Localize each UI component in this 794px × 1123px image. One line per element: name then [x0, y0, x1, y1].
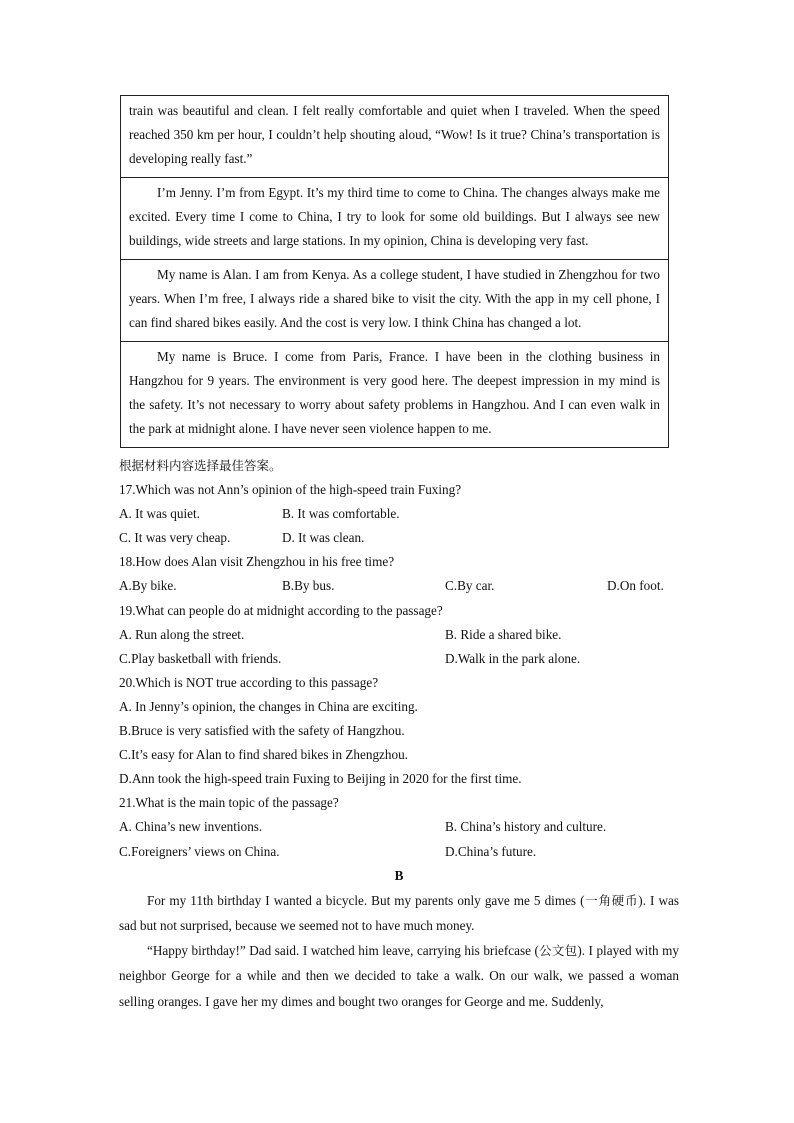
table-cell-ann: train was beautiful and clean. I felt really comfortable and quiet when I traveled. When the speed reached 350 km per hour, I couldn’t help shouting aloud, “Wow! Is it true? China’s transportation is developing really fast.” [129, 103, 660, 166]
p2-cjk-gloss: 公文包 [538, 943, 578, 959]
p2-text-a: “Happy birthday!” Dad said. I watched him leave, carrying his briefcase ( [147, 943, 539, 959]
questions-section [119, 454, 679, 1014]
question-20-stem: 20.Which is NOT true according to this passage? [119, 674, 379, 690]
question-21-options-row1 [119, 815, 679, 839]
option-21-a: A. China’s new inventions. [119, 819, 263, 835]
question-19-options-row1 [119, 623, 679, 647]
option-18-d: D.On foot. [607, 578, 664, 594]
option-17-a: A. It was quiet. [119, 506, 200, 522]
p1-cjk-gloss: 一角硬币 [584, 892, 639, 908]
p1-text-b: ). I was sad but not surprised, because we seemed not to have much money. [119, 892, 679, 933]
question-17-options-row2 [119, 526, 679, 550]
question-17-stem: 17.Which was not Ann’s opinion of the high-speed train Fuxing? [119, 482, 462, 498]
option-18-c: C.By car. [445, 578, 495, 594]
question-17-options-row1 [119, 502, 679, 526]
question-19-options-row2 [119, 647, 679, 671]
option-17-d: D. It was clean. [282, 530, 365, 546]
option-19-b: B. Ride a shared bike. [445, 626, 562, 642]
option-20-d: D.Ann took the high-speed train Fuxing to Beijing in 2020 for the first time. [119, 771, 522, 787]
table-cell-alan: My name is Alan. I am from Kenya. As a college student, I have studied in Zhengzhou for two years. When I’m free, I always ride a shared bike to visit the city. With the app in my cell phone, I can find shared bikes easily. And the cost is very low. I think China has changed a lot. [121, 259, 668, 341]
option-18-a: A.By bike. [119, 578, 177, 594]
section-b-paragraph-1 [119, 888, 679, 938]
question-21-options-row2 [119, 840, 679, 864]
option-20-c: C.It’s easy for Alan to find shared bikes in Zhengzhou. [119, 747, 408, 763]
table-cell-bruce: My name is Bruce. I come from Paris, France. I have been in the clothing business in Hangzhou for 9 years. The environment is very good here. The deepest impression in my mind is the safety. It’s not necessary to worry about safety problems in Hangzhou. And I can even walk in the park at midnight alone. I have never seen violence happen to me. [121, 341, 668, 447]
section-b-heading: B [394, 867, 404, 883]
option-19-d: D.Walk in the park alone. [445, 650, 581, 666]
option-21-b: B. China’s history and culture. [445, 819, 607, 835]
option-19-a: A. Run along the street. [119, 626, 245, 642]
option-17-c: C. It was very cheap. [119, 530, 231, 546]
table-cell-jenny: I’m Jenny. I’m from Egypt. It’s my third time to come to China. The changes always make me excited. Every time I come to China, I try to look for some old buildings. But I always see new buildings, wide streets and large stations. In my opinion, China is developing very fast. [121, 177, 668, 259]
option-17-b: B. It was comfortable. [282, 506, 400, 522]
question-18-stem: 18.How does Alan visit Zhengzhou in his free time? [119, 554, 395, 570]
option-20-b: B.Bruce is very satisfied with the safety of Hangzhou. [119, 723, 405, 739]
option-21-d: D.China’s future. [445, 843, 537, 859]
option-20-a: A. In Jenny’s opinion, the changes in China are exciting. [119, 698, 418, 714]
question-21-stem: 21.What is the main topic of the passage? [119, 795, 339, 811]
question-18-options-row [119, 574, 679, 598]
passage-table [120, 95, 669, 448]
instruction-text: 根据材料内容选择最佳答案。 [119, 458, 282, 473]
section-b-paragraph-2 [119, 938, 679, 1014]
option-21-c: C.Foreigners’ views on China. [119, 843, 280, 859]
option-19-c: C.Play basketball with friends. [119, 650, 282, 666]
p1-text-a: For my 11th birthday I wanted a bicycle. But my parents only gave me 5 dimes ( [147, 892, 585, 908]
p2-text-b: ). I played with my neighbor George for a while and then we decided to take a walk. On our walk, we passed a woman selling oranges. I gave her my dimes and bought two oranges for George and me. Suddenly, [119, 943, 679, 1009]
question-19-stem: 19.What can people do at midnight according to the passage? [119, 602, 443, 618]
option-18-b: B.By bus. [282, 578, 335, 594]
